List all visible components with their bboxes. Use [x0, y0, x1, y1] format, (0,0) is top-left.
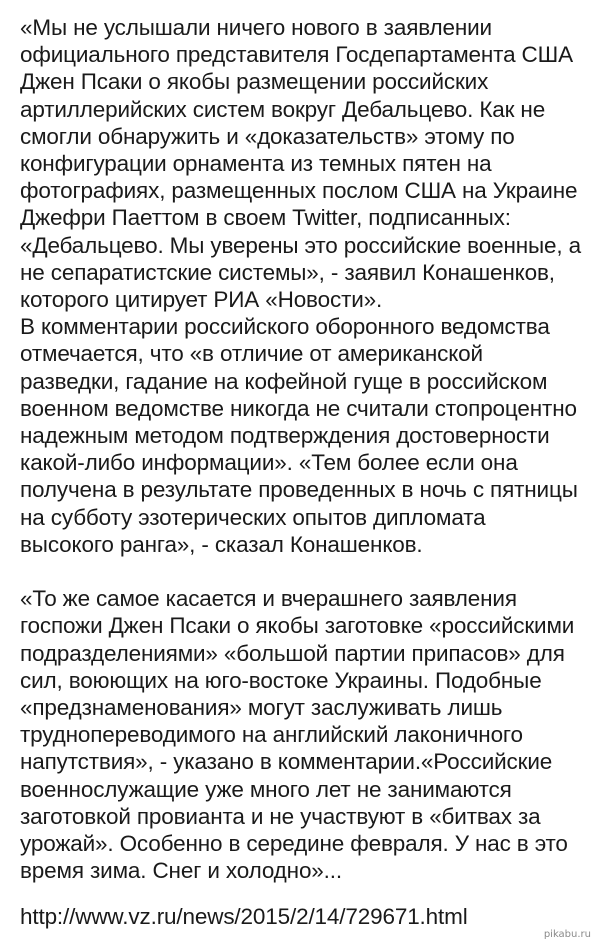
text-line: напутствия», - указано в комментарии.«Российские [20, 749, 553, 775]
paragraph-1 [20, 14, 588, 558]
text-line: военнослужащие уже много лет не занимаются [20, 776, 512, 802]
text-line: высокого ранга», - сказал Конашенков. [20, 531, 423, 557]
paragraph-spacer [20, 558, 588, 585]
text-line: подразделениями» «большой партии припасов» для [20, 640, 565, 666]
text-line: фотографиях, размещенных послом США на Украине [20, 178, 578, 204]
text-line: «Дебальцево. Мы уверены это российские военные, а [20, 232, 581, 258]
text-line: сил, воюющих на юго-востоке Украины. Подобные [20, 667, 542, 693]
text-line: «предзнаменования» могут заслуживать лишь [20, 695, 503, 721]
text-line: которого цитирует РИА «Новости». [20, 287, 383, 313]
text-line: отмечается, что «в отличие от американской [20, 341, 483, 367]
article-body [20, 14, 588, 884]
text-line: конфигурации орнамента из темных пятен на [20, 151, 492, 177]
text-line: какой-либо информации». «Тем более если она [20, 450, 518, 476]
text-line: военном ведомстве никогда не считали стопроцентно [20, 395, 577, 421]
text-line: Джен Псаки о якобы размещении российских [20, 69, 489, 95]
text-line: Джефри Паеттом в своем Twitter, подписанных: [20, 205, 511, 231]
text-line: смогли обнаружить и «доказательств» этому по [20, 123, 515, 149]
text-line: получена в результате проведенных в ночь с пятницы [20, 477, 578, 503]
text-line: артиллерийских систем вокруг Дебальцево. Как не [20, 96, 546, 122]
text-line: «То же самое касается и вчерашнего заявления [20, 586, 517, 612]
paragraph-2 [20, 585, 588, 884]
text-line: урожай». Особенно в середине февраля. У нас в это [20, 831, 568, 857]
text-line: не сепаратистские системы», - заявил Конашенков, [20, 259, 555, 285]
text-line: на субботу эзотерических опытов дипломата [20, 504, 486, 530]
text-line: официального представителя Госдепартамента США [20, 42, 573, 68]
text-line: В комментарии российского оборонного ведомства [20, 314, 550, 340]
text-line: госпожи Джен Псаки о якобы заготовке «российскими [20, 613, 575, 639]
text-line: разведки, гадание на кофейной гуще в российском [20, 368, 548, 394]
text-line: надежным методом подтверждения достоверности [20, 423, 550, 449]
site-watermark: pikabu.ru [543, 929, 591, 940]
text-line: время зима. Снег и холодно»... [20, 858, 342, 884]
text-line: заготовкой провианта и не участвуют в «битвах за [20, 803, 541, 829]
text-line: «Мы не услышали ничего нового в заявлении [20, 15, 492, 40]
source-url: http://www.vz.ru/news/2015/2/14/729671.html [20, 904, 468, 929]
text-line: трудно​переводимого на английский лаконичного [20, 722, 523, 748]
